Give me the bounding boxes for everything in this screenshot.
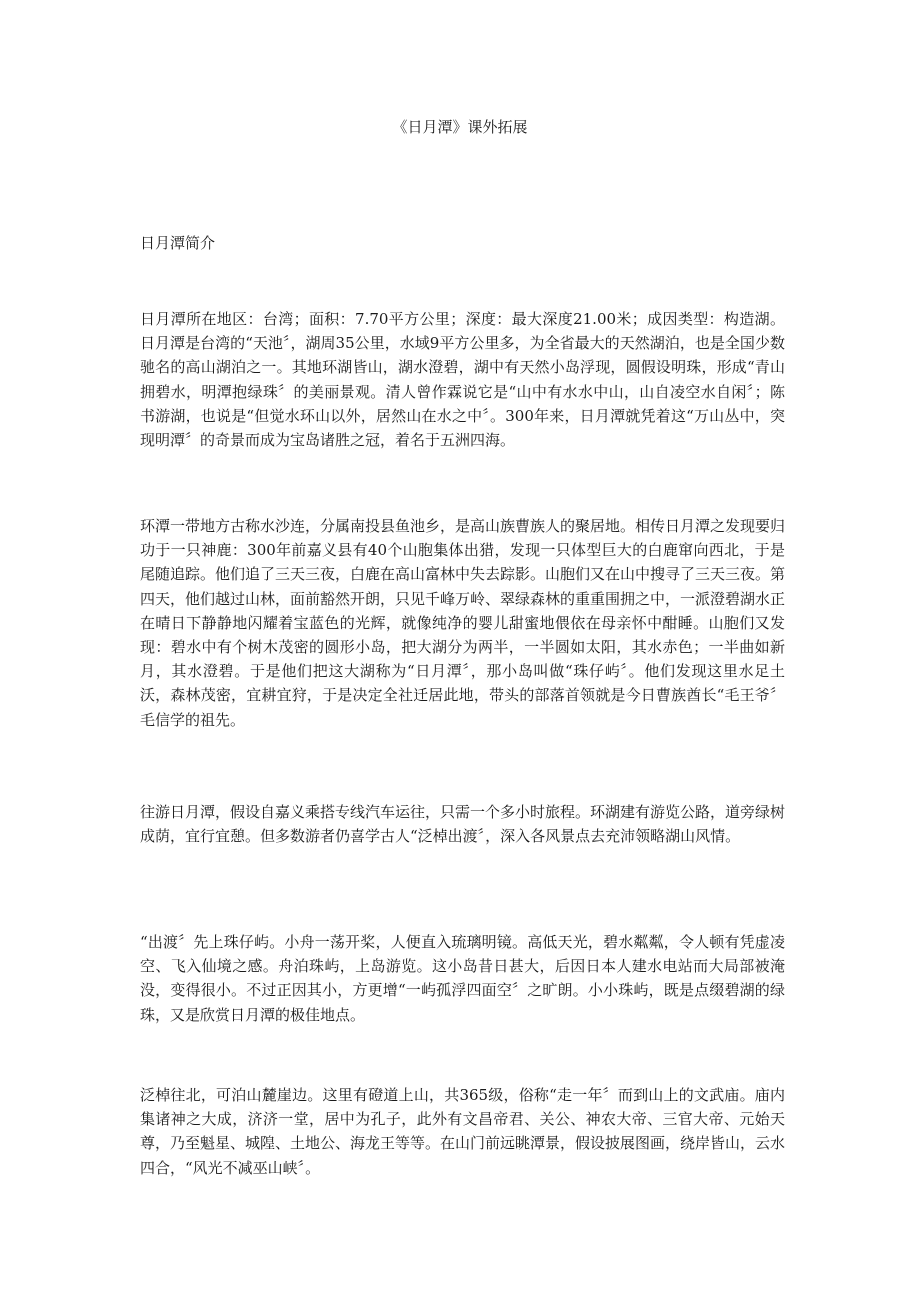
document-title: 《日月潭》课外拓展 (392, 118, 528, 136)
paragraph-legend: 环潭一带地方古称水沙连，分属南投县鱼池乡，是高山族曹族人的聚居地。相传日月潭之发现要归功于一只神鹿：300年前嘉义县有40个山胞集体出猎，发现一只体型巨大的白鹿窜向西北，于是尾随追踪。他们追了三天三夜，白鹿在高山富林中失去踪影。山胞们又在山中搜寻了三天三夜。第四天，他们越过山林，面前豁然开朗，只见千峰万岭、翠绿森林的重重围拥之中，一派澄碧湖水正在晴日下静静地闪耀着宝蓝色的光辉，就像纯净的婴儿甜蜜地偎依在母亲怀中酣睡。山胞们又发现：碧水中有个树木茂密的圆形小岛，把大湖分为两半，一半圆如太阳，其水赤色；一半曲如新月，其水澄碧。于是他们把这大湖称为“日月潭〞，那小岛叫做“珠仔屿〞。他们发现这里水足土沃，森林茂密，宜耕宜狩，于是决定全社迁居此地，带头的部落首领就是今日曹族酋长“毛王爷〞毛信学的祖先。 (140, 517, 786, 729)
section-heading: 日月潭简介 (140, 234, 216, 252)
paragraph-wenwu-temple: 泛棹往北，可泊山麓崖边。这里有磴道上山，共365级，俗称“走一年〞而到山上的文武庙。庙内集诸神之大成，济济一堂，居中为孔子，此外有文昌帝君、关公、神农大帝、三官大帝、元始天尊，乃至魁星、城隍、土地公、海龙王等等。在山门前远眺潭景，假设披展图画，绕岸皆山，云水四合，“风光不减巫山峡〞。 (140, 1086, 786, 1177)
paragraph-travel: 往游日月潭，假设自嘉义乘搭专线汽车运往，只需一个多小时旅程。环湖建有游览公路，道旁绿树成荫，宜行宜憩。但多数游者仍喜学古人“泛棹出渡〞，深入各风景点去充沛领略湖山风情。 (140, 803, 786, 846)
paragraph-location-overview: 日月潭所在地区：台湾；面积：7.70平方公里；深度：最大深度21.00米；成因类型：构造湖。日月潭是台湾的“天池〞，湖周35公里，水域9平方公里多，为全省最大的天然湖泊，也是全国少数驰名的高山湖泊之一。其地环湖皆山，湖水澄碧，湖中有天然小岛浮现，圆假设明珠，形成“青山拥碧水，明潭抱绿珠〞的美丽景观。清人曾作霖说它是“山中有水水中山，山自凌空水自闲〞；陈书游湖，也说是“但觉水环山以外，居然山在水之中〞。300年来，日月潭就凭着这“万山丛中，突现明潭〞的奇景而成为宝岛诸胜之冠，着名于五洲四海。 (140, 310, 785, 450)
paragraph-zhuzai-island: “出渡〞先上珠仔屿。小舟一荡开桨，人便直入琉璃明镜。高低天光，碧水粼粼，令人顿有凭虚凌空、飞入仙境之感。舟泊珠屿，上岛游览。这小岛昔日甚大，后因日本人建水电站而大局部被淹没，变得很小。不过正因其小，方更增“一屿孤浮四面空〞之旷朗。小小珠屿，既是点缀碧湖的绿珠，又是欣赏日月潭的极佳地点。 (140, 933, 785, 1024)
